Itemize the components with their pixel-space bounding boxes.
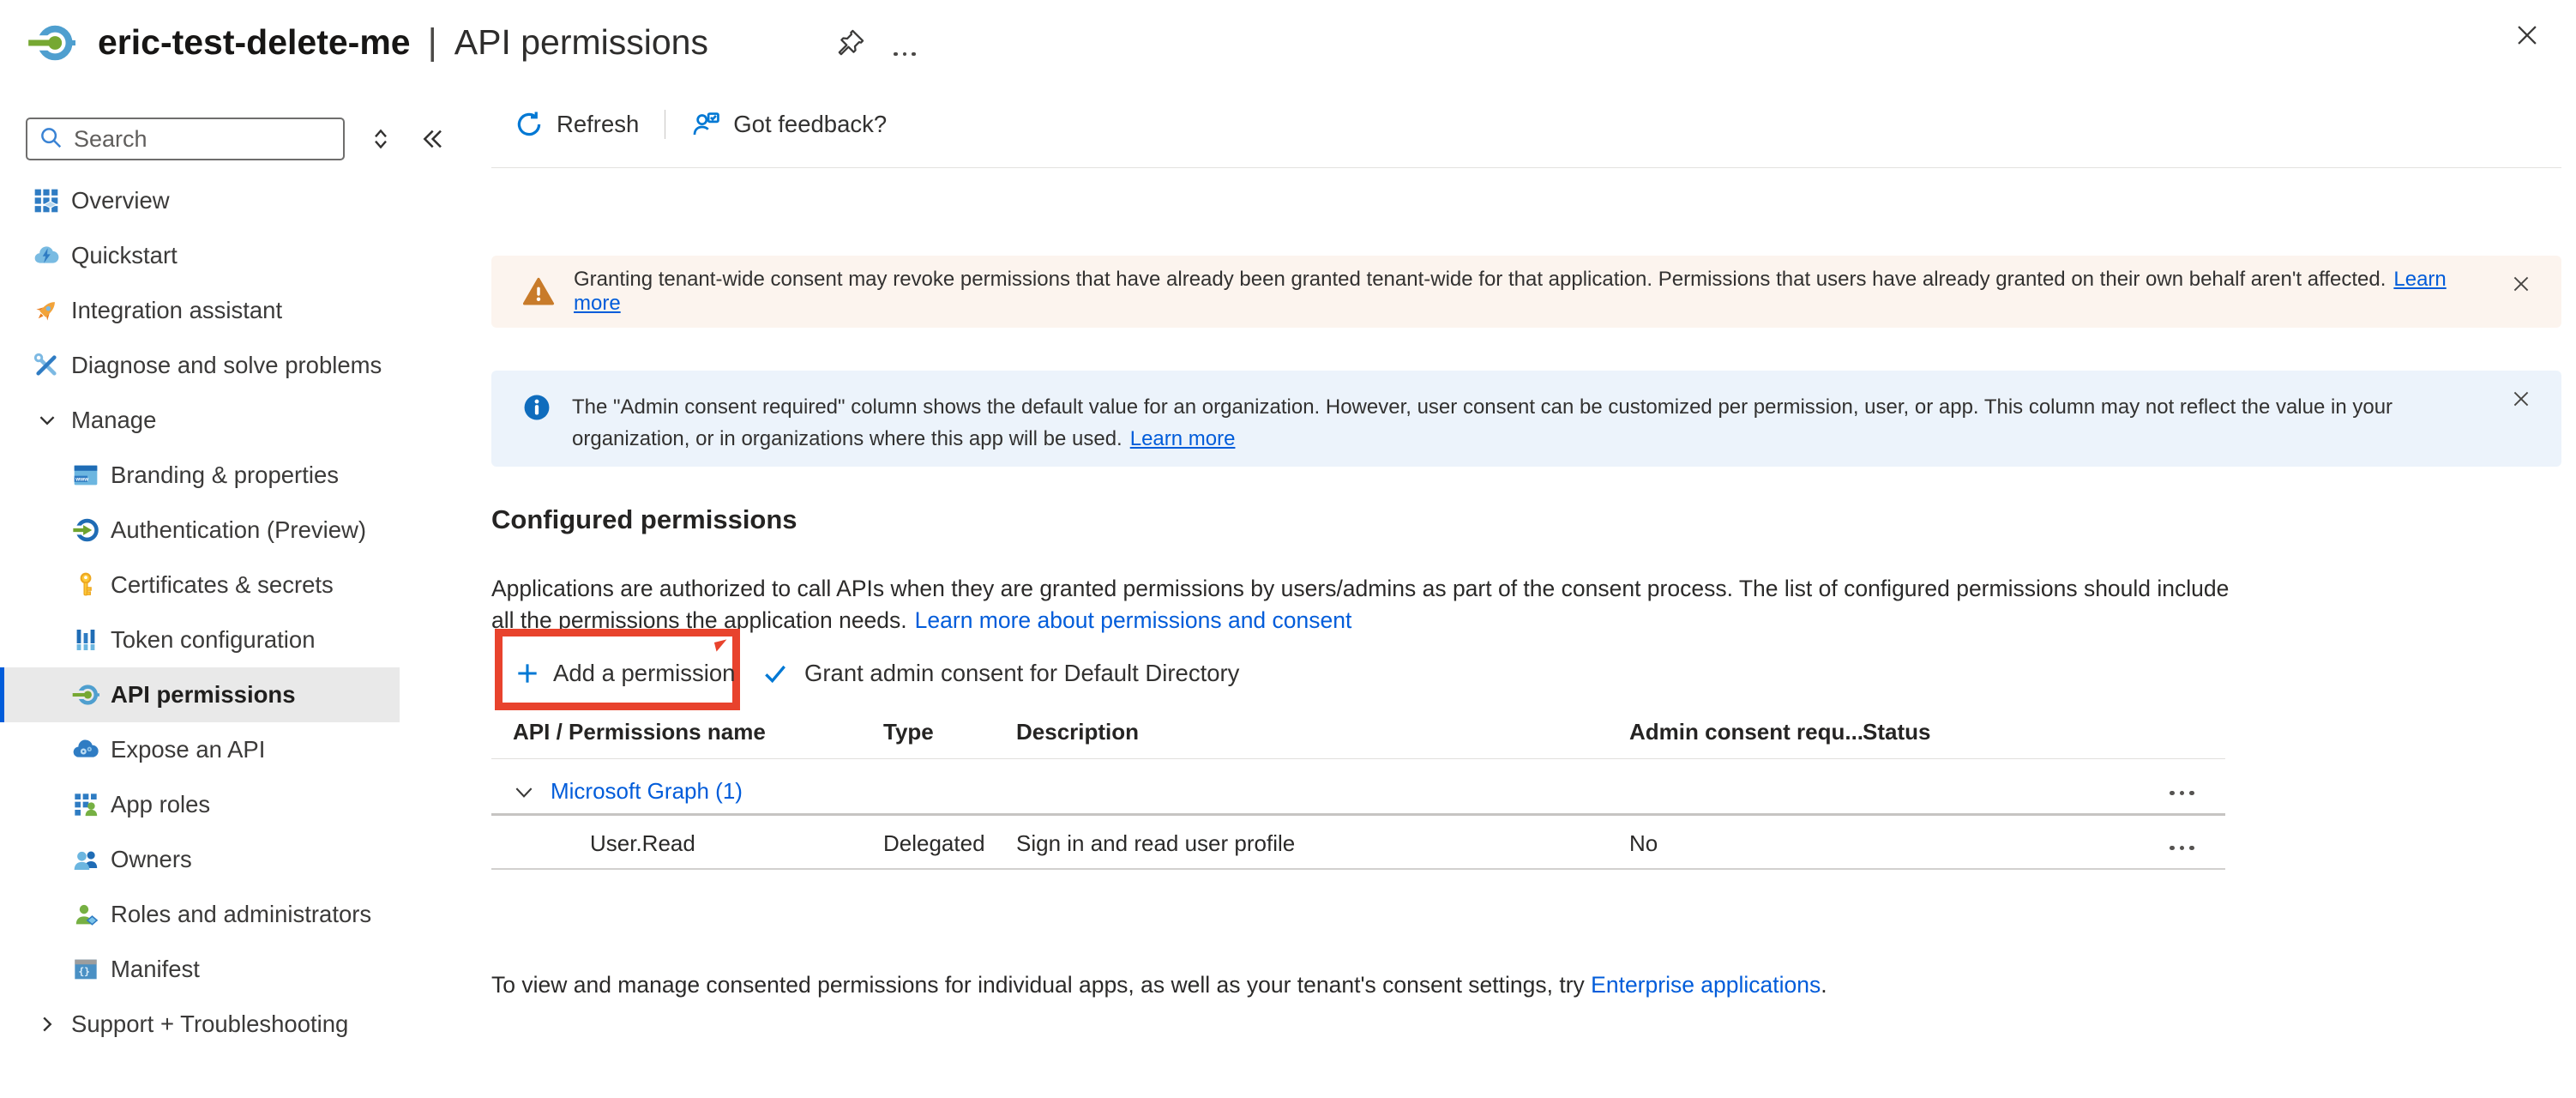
- add-permission-label: Add a permission: [553, 660, 736, 686]
- warning-close-icon[interactable]: [2510, 273, 2532, 295]
- sidebar-item-authentication[interactable]: [0, 503, 463, 558]
- info-banner: [491, 371, 2561, 467]
- warning-banner: [491, 256, 2561, 328]
- info-close-icon[interactable]: [2510, 388, 2532, 410]
- key-icon: [72, 571, 99, 599]
- app-name: eric-test-delete-me: [98, 21, 411, 62]
- permission-type-cell: Delegated: [883, 830, 985, 856]
- commandbar-rule: [491, 167, 2561, 168]
- sidebar-item-manifest[interactable]: [0, 942, 463, 997]
- sliders-icon: [72, 626, 99, 654]
- sidebar-item-certificates[interactable]: [0, 558, 463, 612]
- microsoft-graph-link[interactable]: Microsoft Graph (1): [551, 778, 743, 804]
- permission-admin-consent-cell: No: [1629, 830, 1658, 856]
- group-row-divider: [491, 813, 2225, 816]
- info-message: The "Admin consent required" column shows the default value for an organization. However, user consent can be customized per permission, user, or app. This column may not reflect the value in your organization, or in organizations where this app will be used. Learn more: [572, 395, 2393, 450]
- sidebar-item-label: Integration assistant: [71, 297, 283, 323]
- person-cube-icon: [72, 901, 99, 928]
- rocket-icon: [33, 297, 60, 324]
- footer-note: To view and manage consented permissions for individual apps, as well as your tenant's consent settings, try Enterprise applications.: [491, 971, 1827, 998]
- permission-user-read-link[interactable]: User.Read: [590, 830, 695, 856]
- code-window-icon: [72, 956, 99, 983]
- plus-icon: [514, 660, 541, 687]
- warning-icon: [522, 275, 555, 308]
- sidebar-item-app-roles[interactable]: [0, 777, 463, 832]
- svg-text:{}: {}: [78, 965, 90, 978]
- sign-in-arrow-icon: [72, 516, 99, 544]
- permissions-consent-link[interactable]: Learn more about permissions and consent: [914, 607, 1352, 633]
- search-box[interactable]: [26, 118, 345, 160]
- permission-description-cell: Sign in and read user profile: [1016, 830, 1296, 856]
- warning-message: Granting tenant-wide consent may revoke permissions that have already been granted tenant-wide for that application. Permissions that users have already granted on their own behalf aren't affected. Learn more: [574, 268, 2447, 315]
- column-header-type[interactable]: Type: [883, 719, 934, 745]
- search-input[interactable]: [72, 125, 334, 154]
- grant-admin-consent-button[interactable]: [761, 653, 1239, 694]
- warning-learn-more-link[interactable]: Learn more: [574, 268, 2447, 315]
- sidebar-item-label: Branding & properties: [111, 462, 339, 488]
- api-permissions-plug-icon: [72, 681, 99, 709]
- checkmark-icon: [761, 660, 789, 687]
- chevron-right-icon: [36, 1013, 58, 1035]
- sidebar-group-label: Support + Troubleshooting: [71, 1011, 349, 1037]
- sidebar-item-label: Quickstart: [71, 242, 178, 268]
- permission-row-actions-icon[interactable]: [2170, 839, 2194, 854]
- collapse-group-icon[interactable]: [511, 781, 537, 804]
- pin-icon[interactable]: [835, 27, 866, 58]
- title-separator: |: [427, 21, 437, 63]
- page-title: [98, 0, 708, 84]
- add-permission-button[interactable]: [514, 653, 735, 694]
- sidebar-item-label: Certificates & secrets: [111, 571, 334, 598]
- info-icon: [522, 393, 551, 422]
- info-learn-more-link[interactable]: Learn more: [1129, 427, 1236, 450]
- sidebar-item-integration-assistant[interactable]: [0, 283, 463, 338]
- feedback-icon: [691, 110, 720, 139]
- configured-permissions-heading: Configured permissions: [491, 504, 797, 534]
- app-registration-icon: [27, 19, 75, 67]
- sidebar-item-diagnose[interactable]: [0, 338, 463, 393]
- sidebar-item-label: Authentication (Preview): [111, 516, 367, 543]
- browser-window-icon: [72, 462, 99, 489]
- page-name: API permissions: [454, 21, 708, 62]
- sidebar-group-label: Manage: [71, 407, 157, 433]
- permission-row-divider: [491, 868, 2225, 870]
- sidebar-item-overview[interactable]: [0, 173, 463, 228]
- search-icon: [38, 124, 63, 154]
- grant-admin-consent-label: Grant admin consent for Default Directory: [804, 660, 1240, 686]
- grid-person-icon: [72, 791, 99, 818]
- sidebar-item-label: Owners: [111, 846, 192, 872]
- sidebar-item-api-permissions[interactable]: [0, 667, 400, 722]
- more-options-icon[interactable]: [894, 45, 916, 60]
- sidebar-item-label: Roles and administrators: [111, 901, 372, 927]
- feedback-label: Got feedback?: [733, 111, 888, 137]
- sidebar-item-label: App roles: [111, 791, 211, 817]
- table-header-divider: [491, 758, 2225, 759]
- sidebar-item-label: Expose an API: [111, 736, 266, 763]
- quickstart-cloud-icon: [33, 242, 60, 269]
- sidebar-item-expose-api[interactable]: [0, 722, 463, 777]
- column-header-status[interactable]: Status: [1863, 719, 1931, 745]
- sidebar-item-owners[interactable]: [0, 832, 463, 887]
- sidebar-item-label: Token configuration: [111, 626, 316, 653]
- sidebar-item-label: Overview: [71, 187, 170, 214]
- sidebar-item-branding[interactable]: [0, 448, 463, 503]
- refresh-button[interactable]: [515, 110, 639, 139]
- column-header-description[interactable]: Description: [1016, 719, 1140, 745]
- sidebar-item-roles-administrators[interactable]: [0, 887, 463, 942]
- sidebar-item-quickstart[interactable]: [0, 228, 463, 283]
- feedback-button[interactable]: [691, 110, 887, 139]
- refresh-icon: [515, 110, 544, 139]
- sidebar-group-support-troubleshooting[interactable]: [0, 997, 463, 1052]
- svg-text:www: www: [75, 476, 89, 483]
- overview-grid-icon: [33, 187, 60, 214]
- refresh-label: Refresh: [557, 111, 640, 137]
- people-icon: [72, 846, 99, 873]
- close-blade-icon[interactable]: [2513, 21, 2542, 50]
- group-row-actions-icon[interactable]: [2170, 784, 2194, 799]
- ellipsis-icon: [894, 52, 916, 57]
- sidebar-item-label: Manifest: [111, 956, 200, 982]
- sidebar-item-label: API permissions: [111, 681, 296, 708]
- column-header-api-permissions-name[interactable]: API / Permissions name: [513, 719, 766, 745]
- sidebar-item-token-configuration[interactable]: [0, 612, 463, 667]
- sidebar-item-label: Diagnose and solve problems: [71, 352, 382, 378]
- permissions-description: Applications are authorized to call APIs when they are granted permissions by users/admins as part of the consent process. The list of configured permissions should include all the permissions the application needs. Learn more about permissions and consent: [491, 576, 2230, 633]
- reorder-icon[interactable]: [367, 125, 394, 153]
- command-bar: [515, 103, 887, 146]
- chevron-down-icon: [36, 409, 58, 431]
- sidebar-group-manage[interactable]: [0, 393, 463, 448]
- sidebar-nav: [0, 173, 463, 1052]
- tools-icon: [33, 352, 60, 379]
- collapse-sidebar-icon[interactable]: [418, 125, 446, 153]
- column-header-admin-consent[interactable]: Admin consent requ...: [1629, 719, 1864, 745]
- enterprise-applications-link[interactable]: Enterprise applications: [1591, 971, 1821, 998]
- cloud-gears-icon: [72, 736, 99, 763]
